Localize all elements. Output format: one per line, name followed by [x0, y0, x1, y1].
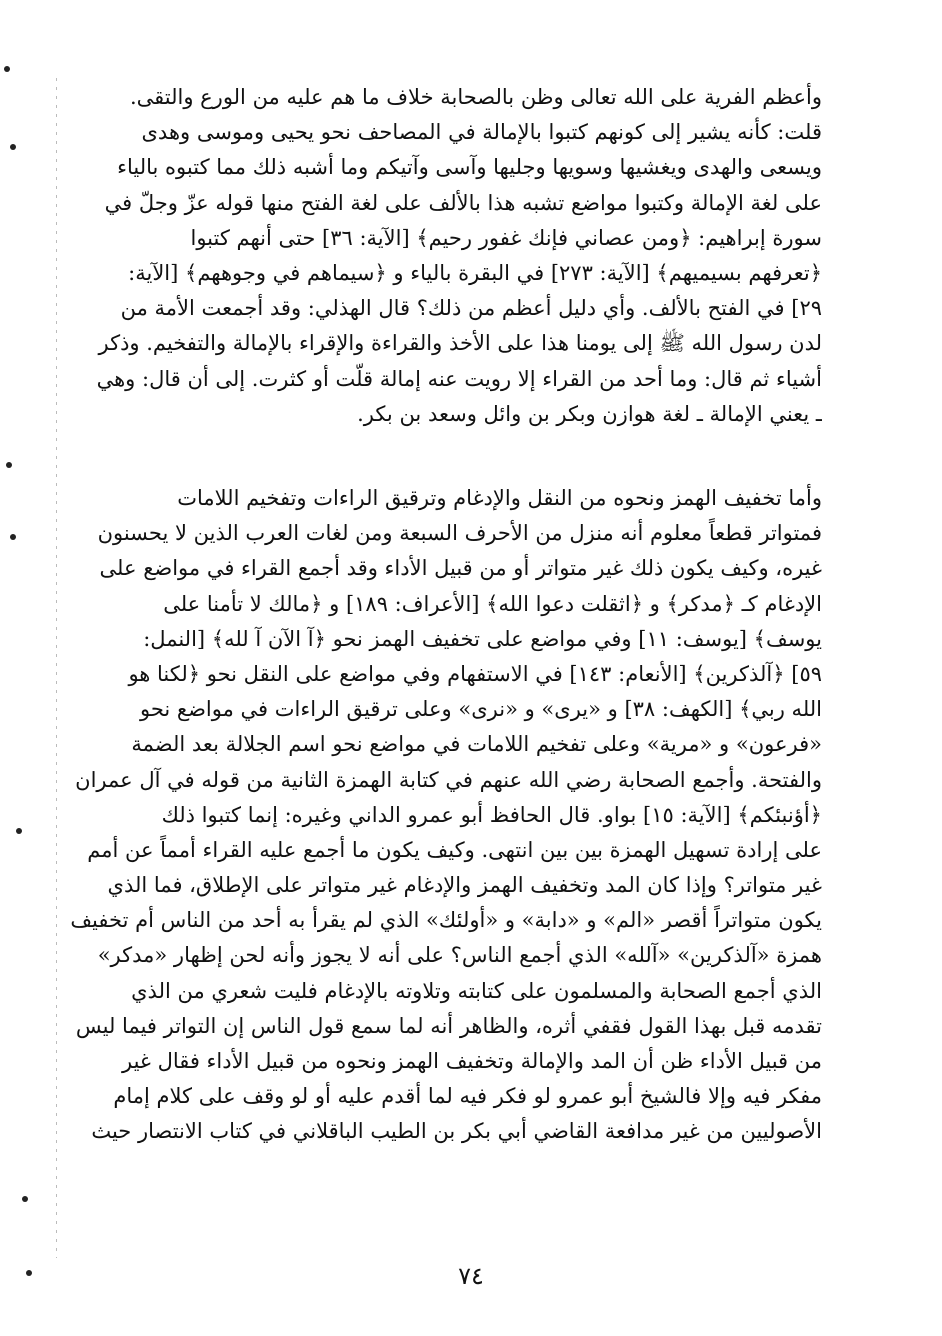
text-line: ويسعى والهدى ويغشيها وسويها وجليها وآسى وآتيكم وما أشبه ذلك مما كتبوه بالياء — [117, 155, 822, 180]
text-line: أشياء ثم قال: وما أحد من القراء إلا رويت عنه إمالة قلّت أو كثرت. إلى أن قال: وهي — [96, 366, 822, 391]
text-line: لدن رسول الله ﷺ إلى يومنا هذا على الأخذ والقراءة والإقراء بالإمالة والتفخيم. وذكر — [98, 331, 822, 356]
paragraph-2 — [70, 481, 822, 1150]
scan-speck — [10, 534, 16, 540]
paragraph-1 — [70, 80, 822, 432]
text-line: وأعظم الفرية على الله تعالى وظن بالصحابة خلاف ما هم عليه من الورع والتقى. — [129, 85, 822, 109]
text-line: ﴿تعرفهم بسيميهم﴾ [الآية: ٢٧٣] في البقرة بالياء و ﴿سيماهم في وجوههم﴾ [الآية: — [128, 260, 822, 285]
text-line: الذي أجمع الصحابة والمسلمون على كتابته وتلاوته بالإدغام فليت شعري من الذي — [131, 978, 822, 1003]
text-line: ٢٩] في الفتح بالألف. وأي دليل أعظم من ذلك؟ قال الهذلي: وقد أجمعت الأمة من — [120, 296, 822, 321]
text-line: ﴿أؤنبئكم﴾ [الآية: ١٥] بواو. قال الحافظ أبو عمرو الداني وغيره: إنما كتبوا ذلك — [161, 802, 822, 827]
text-line: يوسف﴾ [يوسف: ١١] وفي مواضع على تخفيف الهمز نحو ﴿آ الآن آ لله﴾ [النمل: — [143, 626, 822, 651]
text-line: همزة «آلذكرين» «آلله» الذي أجمع الناس؟ على أنه لا يجوز وأنه لحن إظهار «مدكر» — [97, 943, 822, 968]
text-line: على لغة الإمالة وكتبوا مواضع تشبه هذا بالألف على لغة الفتح منها قوله عزّ وجلّ في — [104, 190, 822, 215]
scan-speck — [4, 66, 10, 72]
text-line: وأما تخفيف الهمز ونحوه من النقل والإدغام وترقيق الراءات وتفخيم اللامات — [177, 486, 822, 510]
text-line: فمتواتر قطعاً معلوم أنه منزل من الأحرف السبعة ومن لغات العرب الذين لا يحسنون — [97, 521, 822, 546]
text-line: يكون متواتراً أقصر «الم» و «دابة» و «أولئك» الذي لم يقرأ به أحد من الناس أم تخفيف — [70, 908, 822, 933]
text-line: والفتحة. وأجمع الصحابة رضي الله عنهم في كتابة الهمزة الثانية من قوله في آل عمران — [75, 767, 822, 792]
text-line: الله ربي﴾ [الكهف: ٣٨] و «يرى» و «نرى» وعلى ترقيق الراءات في مواضع نحو — [139, 697, 822, 722]
text-line: ٥٩] ﴿آلذكرين﴾ [الأنعام: ١٤٣] في الاستفهام وفي مواضع على النقل نحو ﴿لكنا هو — [128, 661, 822, 686]
text-line: على إرادة تسهيل الهمزة بين بين انتهى. وكيف يكون ما أجمع عليه القراء أمماً عن أمم — [87, 837, 822, 862]
text-line: تقدمه قبل بهذا القول فقفي أثره، والظاهر أنه لما سمع قول الناس إن التواتر فيما ليس — [75, 1013, 822, 1038]
scan-speck — [22, 1196, 28, 1202]
scan-speck — [6, 462, 12, 468]
text-line: الإدغام كـ ﴿مدكر﴾ و ﴿اثقلت دعوا الله﴾ [الأعراف: ١٨٩] و ﴿مالك لا تأمنا على — [163, 591, 822, 616]
text-line: ـ يعني الإمالة ـ لغة هوازن وبكر بن وائل وسعد بن بكر. — [357, 401, 822, 426]
scan-speck — [16, 828, 22, 834]
page-number: ٧٤ — [458, 1262, 484, 1290]
text-line: قلت: كأنه يشير إلى كونهم كتبوا بالإمالة في المصاحف نحو يحيى وموسى وهدى — [141, 120, 822, 145]
text-line: مفكر فيه وإلا فالشيخ أبو عمرو لو فكر فيه لما أقدم عليه أو لو وقف على كلام إمام — [113, 1084, 822, 1109]
scan-speck — [10, 144, 16, 150]
text-line: غيره، وكيف يكون ذلك غير متواتر أو من قبيل الأداء وقد أجمع القراء في مواضع على — [99, 556, 822, 581]
text-line: من قبيل الأداء ظن أن المد والإمالة وتخفيف الهمز ونحوه من قبيل الأداء فقال غير — [121, 1049, 822, 1073]
text-line: الأصوليين من غير مدافعة القاضي أبي بكر بن الطيب الباقلاني في كتاب الانتصار حيث — [91, 1119, 822, 1144]
text-line: سورة إبراهيم: ﴿ومن عصاني فإنك غفور رحيم﴾ [الآية: ٣٦] حتى أنهم كتبوا — [190, 225, 822, 250]
binding-edge — [56, 78, 57, 1258]
text-line: غير متواتر؟ وإذا كان المد وتخفيف الهمز والإدغام غير متواتر على الإطلاق، فما الذي — [107, 873, 822, 898]
text-line: «فرعون» و «مرية» وعلى تفخيم اللامات في مواضع نحو اسم الجلالة بعد الضمة — [131, 732, 822, 757]
